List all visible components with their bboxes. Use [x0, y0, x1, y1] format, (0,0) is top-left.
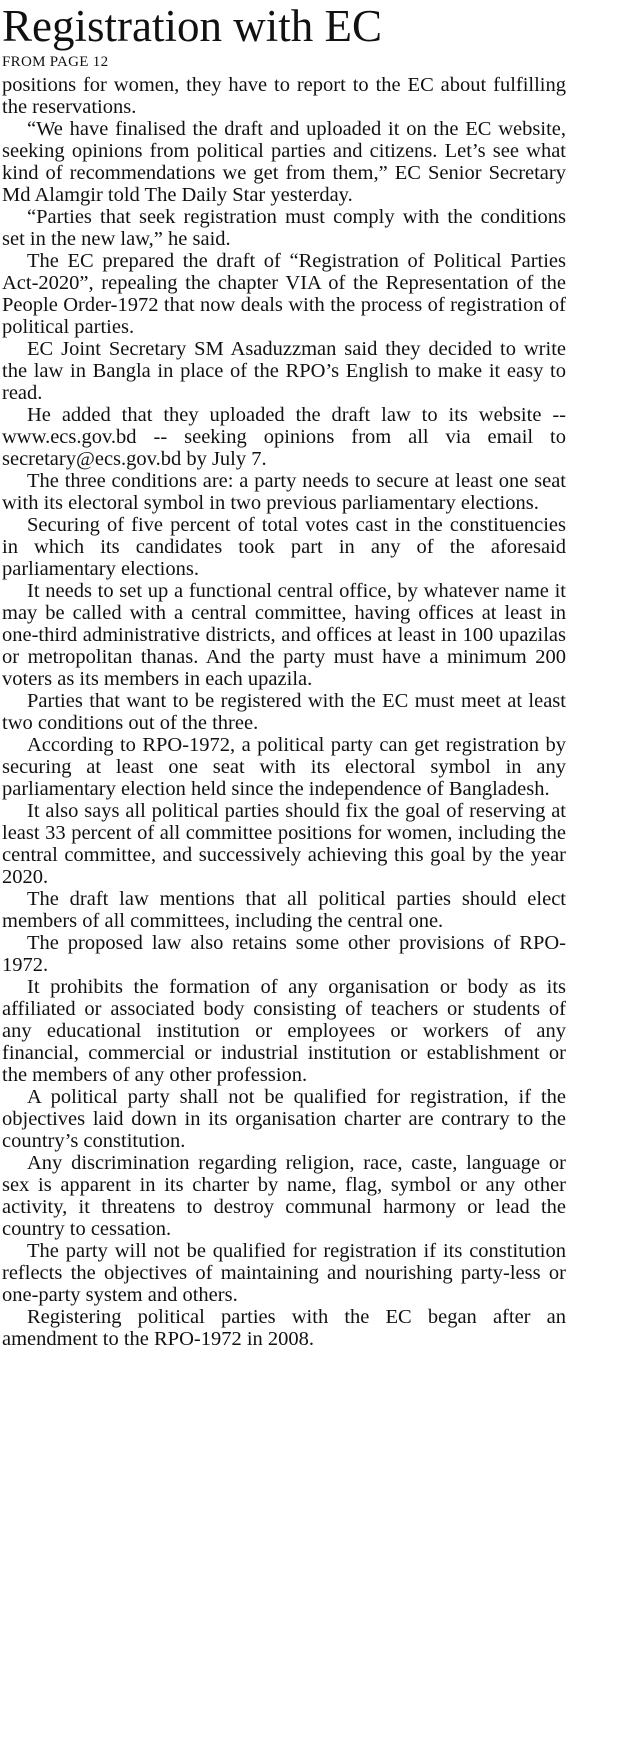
article-paragraph: A political party shall not be qualified for registration, if the objectives laid down in its organisation charter are contrary to the country’s constitution. — [2, 1086, 566, 1152]
article-paragraph: Any discrimination regarding religion, race, caste, language or sex is apparent in its charter by name, flag, symbol or any other activity, it threatens to destroy communal harmony or lead the country to cessation. — [2, 1152, 566, 1240]
article-paragraph: The proposed law also retains some other provisions of RPO-1972. — [2, 932, 566, 976]
article-paragraph: Securing of five percent of total votes cast in the constituencies in which its candidates took part in any of the aforesaid parliamentary elections. — [2, 514, 566, 580]
news-article — [2, 1, 566, 1350]
article-paragraph: The party will not be qualified for registration if its constitution reflects the objectives of maintaining and nourishing party-less or one-party system and others. — [2, 1240, 566, 1306]
article-paragraph: positions for women, they have to report to the EC about fulfilling the reservations. — [2, 74, 566, 118]
article-paragraph: EC Joint Secretary SM Asaduzzman said they decided to write the law in Bangla in place of the RPO’s English to make it easy to read. — [2, 338, 566, 404]
article-paragraph: The EC prepared the draft of “Registration of Political Parties Act-2020”, repealing the chapter VIA of the Representation of the People Order-1972 that now deals with the process of registration of political parties. — [2, 250, 566, 338]
article-body — [2, 74, 566, 1350]
article-paragraph: It needs to set up a functional central office, by whatever name it may be called with a central committee, having offices at least in one-third administrative districts, and offices at least in 100 upazilas or metropolitan thanas. And the party must have a minimum 200 voters as its members in each upazila. — [2, 580, 566, 690]
article-paragraph: Registering political parties with the EC began after an amendment to the RPO-1972 in 2008. — [2, 1306, 566, 1350]
article-paragraph: Parties that want to be registered with the EC must meet at least two conditions out of the three. — [2, 690, 566, 734]
article-paragraph: According to RPO-1972, a political party can get registration by securing at least one seat with its electoral symbol in any parliamentary election held since the independence of Bangladesh. — [2, 734, 566, 800]
article-paragraph: He added that they uploaded the draft law to its website -- www.ecs.gov.bd -- seeking opinions from all via email to secretary@ecs.gov.bd by July 7. — [2, 404, 566, 470]
article-paragraph: “Parties that seek registration must comply with the conditions set in the new law,” he said. — [2, 206, 566, 250]
article-paragraph: The three conditions are: a party needs to secure at least one seat with its electoral symbol in two previous parliamentary elections. — [2, 470, 566, 514]
article-paragraph: It prohibits the formation of any organisation or body as its affiliated or associated body consisting of teachers or students of any educational institution or employees or workers of any financial, commercial or industrial institution or establishment or the members of any other profession. — [2, 976, 566, 1086]
article-paragraph: The draft law mentions that all political parties should elect members of all committees, including the central one. — [2, 888, 566, 932]
continuation-kicker: FROM PAGE 12 — [2, 54, 109, 70]
article-paragraph: “We have finalised the draft and uploaded it on the EC website, seeking opinions from political parties and citizens. Let’s see what kind of recommendations we get from them,” EC Senior Secretary Md Alamgir told The Daily Star yesterday. — [2, 118, 566, 206]
article-headline: Registration with EC — [2, 1, 382, 51]
article-paragraph: It also says all political parties should fix the goal of reserving at least 33 percent of all committee positions for women, including the central committee, and successively achieving this goal by the year 2020. — [2, 800, 566, 888]
